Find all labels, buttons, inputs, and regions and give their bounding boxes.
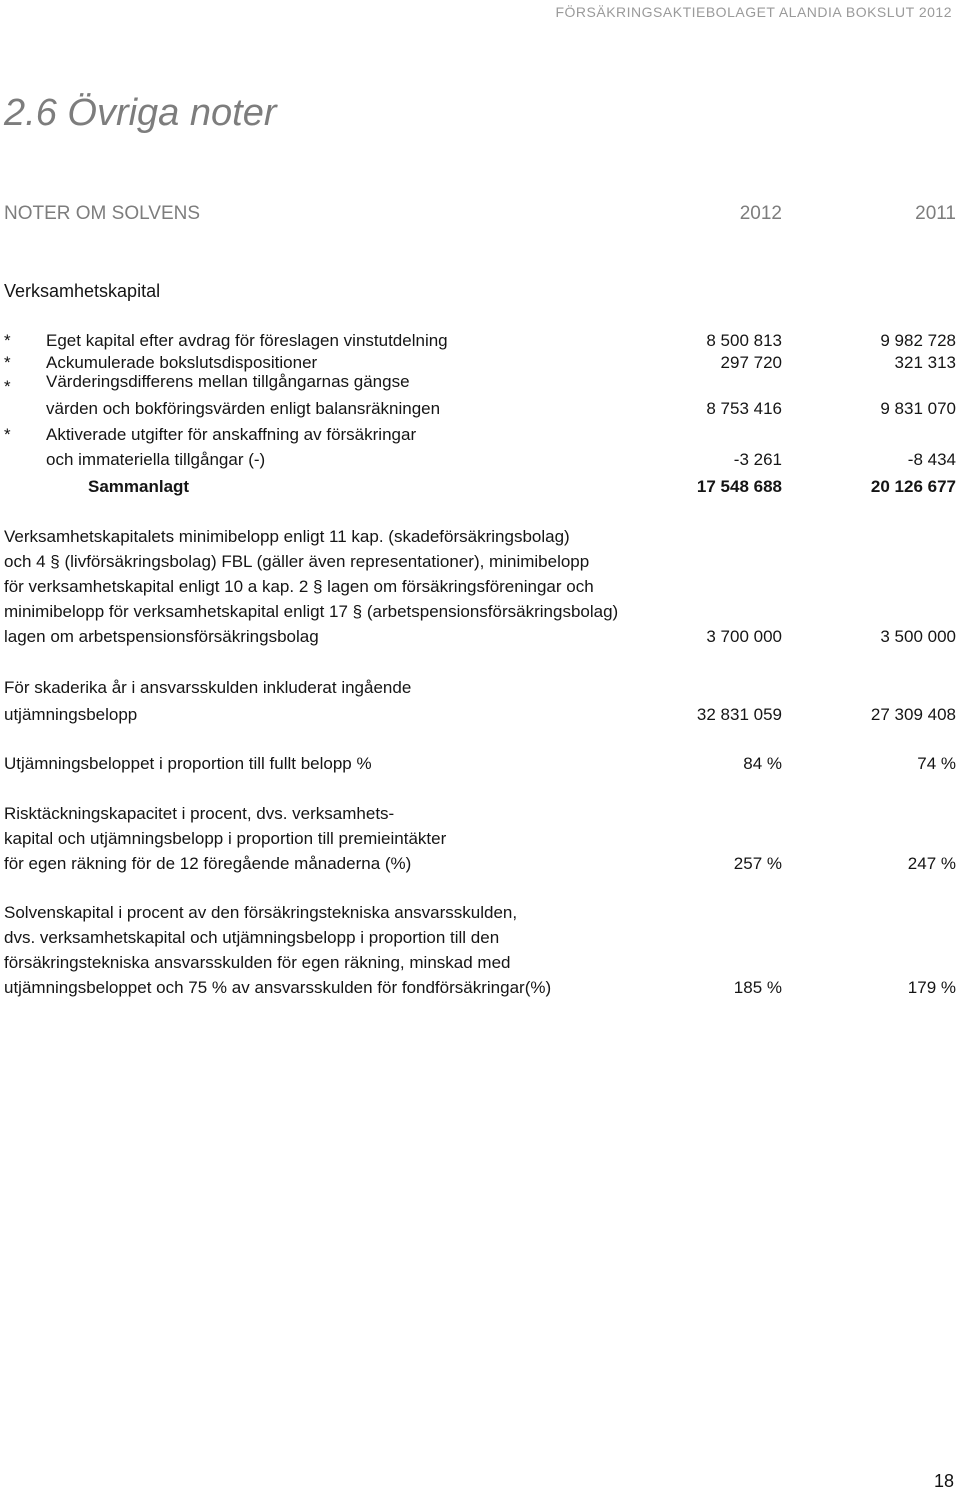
group-title: Verksamhetskapital [4, 281, 161, 301]
page-number: 18 [933, 1471, 954, 1491]
value-2011: 27 309 408 [870, 705, 956, 724]
paragraph-line: utjämningsbeloppet och 75 % av ansvarsskulden för fondförsäkringar(%) [4, 978, 552, 997]
paragraph-line: lagen om arbetspensionsförsäkringsbolag [4, 627, 319, 646]
total-label: Sammanlagt [88, 477, 190, 496]
table-heading-label: NOTER OM SOLVENS [4, 203, 201, 224]
row-label: Ackumulerade bokslutsdispositioner [46, 353, 318, 372]
paragraph-line: försäkringstekniska ansvarsskulden för egen räkning, minskad med [4, 953, 511, 972]
column-header-2011: 2011 [915, 203, 956, 224]
value-2012: 297 720 [720, 353, 782, 372]
paragraph-line: Solvenskapital i procent av den försäkringstekniska ansvarsskulden, [4, 903, 518, 922]
paragraph-line: kapital och utjämningsbelopp i proportion till premieintäkter [4, 829, 447, 848]
paragraph-line: Risktäckningskapacitet i procent, dvs. verksamhets- [4, 804, 395, 823]
row-marker: * [4, 425, 11, 444]
paragraph-line: dvs. verksamhetskapital och utjämningsbelopp i proportion till den [4, 928, 500, 947]
value-2011: 74 % [917, 754, 956, 773]
value-2012: 84 % [743, 754, 782, 773]
total-2012: 17 548 688 [696, 477, 782, 496]
row-label: Värderingsdifferens mellan tillgångarnas gängse [46, 372, 410, 391]
value-2011: 179 % [907, 978, 956, 997]
paragraph-line: minimibelopp för verksamhetskapital enligt 17 § (arbetspensionsförsäkringsbolag) [4, 602, 619, 621]
row-marker: * [4, 353, 11, 372]
paragraph-line: för verksamhetskapital enligt 10 a kap. 2 § lagen om försäkringsföreningar och [4, 577, 594, 596]
paragraph-line: och 4 § (livförsäkringsbolag) FBL (gäller även representationer), minimibelopp [4, 552, 590, 571]
value-2012: 32 831 059 [696, 705, 782, 724]
paragraph-line: utjämningsbelopp [4, 705, 138, 724]
paragraph-line: för egen räkning för de 12 föregående månaderna (%) [4, 854, 412, 873]
value-2012: 185 % [733, 978, 782, 997]
value-2011: 247 % [907, 854, 956, 873]
paragraph-line: För skaderika år i ansvarsskulden inkluderat ingående [4, 678, 412, 697]
value-2011: 9 982 728 [880, 331, 956, 350]
row-label: värden och bokföringsvärden enligt balansräkningen [46, 399, 441, 418]
value-2011: 9 831 070 [880, 399, 956, 418]
value-2011: 321 313 [894, 353, 956, 372]
paragraph-line: Utjämningsbeloppet i proportion till fullt belopp % [4, 754, 372, 773]
value-2012: 8 500 813 [706, 331, 782, 350]
row-label: och immateriella tillgångar (-) [46, 450, 266, 469]
column-header-2012: 2012 [739, 203, 782, 224]
paragraph-line: Verksamhetskapitalets minimibelopp enligt 11 kap. (skadeförsäkringsbolag) [4, 527, 570, 546]
row-label: Eget kapital efter avdrag för föreslagen vinstutdelning [46, 331, 448, 350]
running-header: FÖRSÄKRINGSAKTIEBOLAGET ALANDIA BOKSLUT 2012 [555, 4, 952, 20]
row-marker: * [4, 331, 11, 350]
value-2012: 8 753 416 [706, 399, 782, 418]
value-2012: -3 261 [733, 450, 782, 469]
section-title: 2.6 Övriga noter [4, 92, 277, 134]
total-2011: 20 126 677 [870, 477, 956, 496]
value-2012: 257 % [733, 854, 782, 873]
row-marker: * [4, 377, 11, 396]
value-2011: 3 500 000 [880, 627, 956, 646]
value-2011: -8 434 [907, 450, 956, 469]
value-2012: 3 700 000 [706, 627, 782, 646]
row-label: Aktiverade utgifter för anskaffning av försäkringar [46, 425, 417, 444]
